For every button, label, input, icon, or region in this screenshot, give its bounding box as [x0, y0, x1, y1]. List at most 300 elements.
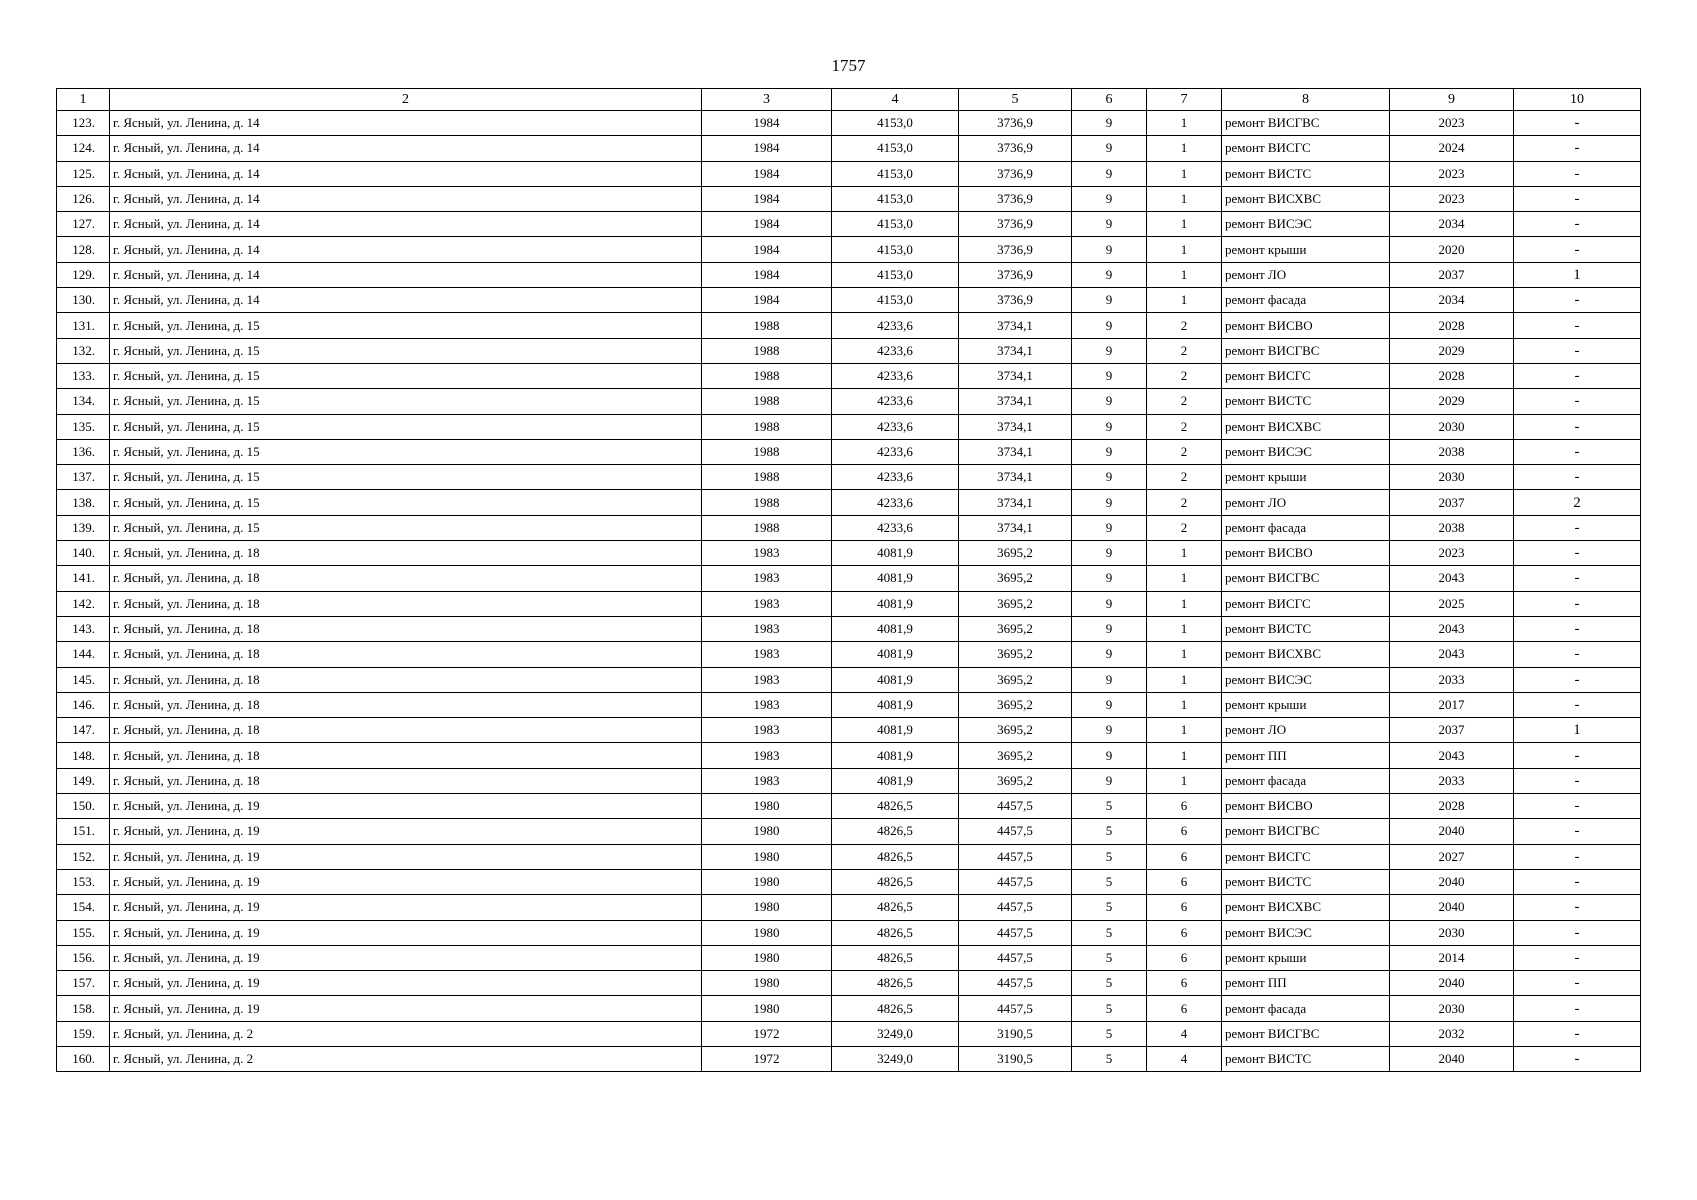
cell-address: г. Ясный, ул. Ленина, д. 14	[110, 262, 702, 287]
column-header: 10	[1514, 89, 1641, 111]
cell-work-type: ремонт ЛО	[1222, 262, 1390, 287]
cell-work-type: ремонт ВИСХВС	[1222, 414, 1390, 439]
cell-note: -	[1514, 313, 1641, 338]
cell-note: -	[1514, 869, 1641, 894]
cell-row-number: 129.	[57, 262, 110, 287]
cell-entrances: 6	[1147, 945, 1222, 970]
cell-total-area: 4153,0	[832, 288, 959, 313]
cell-work-type: ремонт ВИСЭС	[1222, 920, 1390, 945]
cell-floors: 9	[1072, 465, 1147, 490]
cell-entrances: 6	[1147, 971, 1222, 996]
cell-total-area: 4233,6	[832, 338, 959, 363]
cell-row-number: 149.	[57, 768, 110, 793]
cell-work-type: ремонт ВИСГВС	[1222, 111, 1390, 136]
cell-living-area: 3695,2	[959, 768, 1072, 793]
column-header: 1	[57, 89, 110, 111]
cell-entrances: 4	[1147, 1021, 1222, 1046]
cell-build-year: 1984	[702, 237, 832, 262]
cell-entrances: 1	[1147, 591, 1222, 616]
cell-note: -	[1514, 768, 1641, 793]
cell-entrances: 2	[1147, 338, 1222, 363]
cell-address: г. Ясный, ул. Ленина, д. 14	[110, 186, 702, 211]
table-row	[57, 1021, 1641, 1046]
cell-living-area: 4457,5	[959, 996, 1072, 1021]
cell-note: -	[1514, 363, 1641, 388]
cell-row-number: 126.	[57, 186, 110, 211]
cell-work-type: ремонт ВИСЭС	[1222, 667, 1390, 692]
cell-total-area: 4826,5	[832, 920, 959, 945]
cell-total-area: 4233,6	[832, 313, 959, 338]
cell-build-year: 1988	[702, 313, 832, 338]
cell-entrances: 2	[1147, 389, 1222, 414]
cell-address: г. Ясный, ул. Ленина, д. 19	[110, 895, 702, 920]
cell-floors: 5	[1072, 869, 1147, 894]
cell-work-type: ремонт ВИСГВС	[1222, 1021, 1390, 1046]
cell-floors: 9	[1072, 414, 1147, 439]
cell-build-year: 1983	[702, 642, 832, 667]
cell-living-area: 4457,5	[959, 869, 1072, 894]
table-row	[57, 288, 1641, 313]
cell-floors: 5	[1072, 844, 1147, 869]
cell-row-number: 123.	[57, 111, 110, 136]
cell-note: -	[1514, 895, 1641, 920]
cell-total-area: 4153,0	[832, 111, 959, 136]
cell-address: г. Ясный, ул. Ленина, д. 14	[110, 111, 702, 136]
table-row	[57, 338, 1641, 363]
cell-total-area: 4233,6	[832, 439, 959, 464]
cell-living-area: 3695,2	[959, 616, 1072, 641]
cell-note: -	[1514, 1046, 1641, 1071]
cell-build-year: 1983	[702, 566, 832, 591]
cell-row-number: 132.	[57, 338, 110, 363]
cell-floors: 9	[1072, 389, 1147, 414]
cell-build-year: 1988	[702, 515, 832, 540]
table-row	[57, 515, 1641, 540]
cell-total-area: 4153,0	[832, 212, 959, 237]
cell-plan-year: 2024	[1390, 136, 1514, 161]
cell-build-year: 1984	[702, 186, 832, 211]
cell-build-year: 1972	[702, 1046, 832, 1071]
cell-build-year: 1984	[702, 136, 832, 161]
cell-build-year: 1983	[702, 591, 832, 616]
cell-floors: 9	[1072, 161, 1147, 186]
cell-living-area: 3734,1	[959, 363, 1072, 388]
cell-work-type: ремонт ВИСТС	[1222, 389, 1390, 414]
cell-row-number: 150.	[57, 794, 110, 819]
column-header: 3	[702, 89, 832, 111]
cell-living-area: 3734,1	[959, 389, 1072, 414]
cell-entrances: 1	[1147, 768, 1222, 793]
cell-work-type: ремонт крыши	[1222, 692, 1390, 717]
cell-total-area: 4233,6	[832, 363, 959, 388]
cell-address: г. Ясный, ул. Ленина, д. 15	[110, 313, 702, 338]
cell-address: г. Ясный, ул. Ленина, д. 14	[110, 237, 702, 262]
cell-living-area: 3695,2	[959, 642, 1072, 667]
cell-total-area: 4081,9	[832, 692, 959, 717]
cell-address: г. Ясный, ул. Ленина, д. 15	[110, 414, 702, 439]
cell-total-area: 4081,9	[832, 642, 959, 667]
table-row	[57, 136, 1641, 161]
cell-row-number: 159.	[57, 1021, 110, 1046]
cell-build-year: 1984	[702, 161, 832, 186]
cell-entrances: 1	[1147, 288, 1222, 313]
cell-address: г. Ясный, ул. Ленина, д. 14	[110, 212, 702, 237]
cell-living-area: 4457,5	[959, 945, 1072, 970]
cell-total-area: 4826,5	[832, 844, 959, 869]
cell-work-type: ремонт ВИСТС	[1222, 161, 1390, 186]
cell-plan-year: 2014	[1390, 945, 1514, 970]
cell-floors: 5	[1072, 945, 1147, 970]
table-row	[57, 768, 1641, 793]
cell-floors: 9	[1072, 338, 1147, 363]
cell-plan-year: 2033	[1390, 768, 1514, 793]
cell-living-area: 3736,9	[959, 288, 1072, 313]
cell-work-type: ремонт ВИСВО	[1222, 313, 1390, 338]
cell-living-area: 3736,9	[959, 186, 1072, 211]
cell-living-area: 3695,2	[959, 591, 1072, 616]
table-row	[57, 971, 1641, 996]
cell-entrances: 2	[1147, 414, 1222, 439]
cell-entrances: 1	[1147, 136, 1222, 161]
cell-work-type: ремонт ВИСТС	[1222, 1046, 1390, 1071]
cell-build-year: 1983	[702, 718, 832, 743]
cell-living-area: 3734,1	[959, 439, 1072, 464]
cell-living-area: 3695,2	[959, 667, 1072, 692]
cell-address: г. Ясный, ул. Ленина, д. 18	[110, 718, 702, 743]
cell-note: -	[1514, 566, 1641, 591]
cell-plan-year: 2043	[1390, 566, 1514, 591]
cell-work-type: ремонт ВИСВО	[1222, 541, 1390, 566]
cell-work-type: ремонт ВИСГВС	[1222, 819, 1390, 844]
table-row	[57, 439, 1641, 464]
cell-work-type: ремонт фасада	[1222, 515, 1390, 540]
cell-note: -	[1514, 642, 1641, 667]
cell-living-area: 3190,5	[959, 1021, 1072, 1046]
cell-living-area: 3736,9	[959, 212, 1072, 237]
cell-floors: 9	[1072, 439, 1147, 464]
table-row	[57, 262, 1641, 287]
cell-row-number: 138.	[57, 490, 110, 515]
cell-build-year: 1980	[702, 996, 832, 1021]
cell-plan-year: 2030	[1390, 996, 1514, 1021]
cell-note: -	[1514, 692, 1641, 717]
cell-floors: 9	[1072, 667, 1147, 692]
cell-address: г. Ясный, ул. Ленина, д. 19	[110, 869, 702, 894]
cell-note: -	[1514, 971, 1641, 996]
cell-work-type: ремонт ЛО	[1222, 718, 1390, 743]
cell-total-area: 4826,5	[832, 869, 959, 894]
cell-address: г. Ясный, ул. Ленина, д. 18	[110, 768, 702, 793]
cell-total-area: 4826,5	[832, 945, 959, 970]
cell-total-area: 4233,6	[832, 490, 959, 515]
cell-row-number: 146.	[57, 692, 110, 717]
table-row	[57, 920, 1641, 945]
cell-plan-year: 2038	[1390, 439, 1514, 464]
cell-plan-year: 2034	[1390, 212, 1514, 237]
cell-entrances: 1	[1147, 262, 1222, 287]
cell-build-year: 1980	[702, 794, 832, 819]
cell-address: г. Ясный, ул. Ленина, д. 2	[110, 1021, 702, 1046]
cell-row-number: 148.	[57, 743, 110, 768]
cell-note: -	[1514, 667, 1641, 692]
cell-work-type: ремонт ВИСТС	[1222, 616, 1390, 641]
cell-floors: 9	[1072, 313, 1147, 338]
cell-note: -	[1514, 338, 1641, 363]
cell-entrances: 6	[1147, 996, 1222, 1021]
table-row	[57, 541, 1641, 566]
cell-note: -	[1514, 136, 1641, 161]
cell-address: г. Ясный, ул. Ленина, д. 18	[110, 692, 702, 717]
cell-plan-year: 2029	[1390, 389, 1514, 414]
cell-work-type: ремонт ЛО	[1222, 490, 1390, 515]
cell-row-number: 157.	[57, 971, 110, 996]
cell-work-type: ремонт ВИСГС	[1222, 591, 1390, 616]
cell-entrances: 1	[1147, 237, 1222, 262]
cell-build-year: 1988	[702, 490, 832, 515]
cell-work-type: ремонт ПП	[1222, 743, 1390, 768]
cell-address: г. Ясный, ул. Ленина, д. 19	[110, 794, 702, 819]
table-row	[57, 794, 1641, 819]
cell-note: -	[1514, 844, 1641, 869]
cell-total-area: 4826,5	[832, 794, 959, 819]
cell-living-area: 4457,5	[959, 794, 1072, 819]
cell-note: -	[1514, 743, 1641, 768]
cell-total-area: 3249,0	[832, 1021, 959, 1046]
cell-entrances: 1	[1147, 186, 1222, 211]
cell-living-area: 3734,1	[959, 414, 1072, 439]
cell-total-area: 4826,5	[832, 819, 959, 844]
cell-row-number: 147.	[57, 718, 110, 743]
cell-address: г. Ясный, ул. Ленина, д. 19	[110, 819, 702, 844]
table-row	[57, 161, 1641, 186]
cell-build-year: 1988	[702, 363, 832, 388]
cell-floors: 5	[1072, 794, 1147, 819]
cell-address: г. Ясный, ул. Ленина, д. 14	[110, 288, 702, 313]
cell-build-year: 1988	[702, 338, 832, 363]
cell-build-year: 1980	[702, 971, 832, 996]
cell-work-type: ремонт крыши	[1222, 237, 1390, 262]
cell-total-area: 4153,0	[832, 186, 959, 211]
cell-address: г. Ясный, ул. Ленина, д. 15	[110, 515, 702, 540]
cell-work-type: ремонт фасада	[1222, 768, 1390, 793]
cell-plan-year: 2037	[1390, 490, 1514, 515]
cell-address: г. Ясный, ул. Ленина, д. 15	[110, 465, 702, 490]
cell-total-area: 3249,0	[832, 1046, 959, 1071]
cell-note: -	[1514, 389, 1641, 414]
table-row	[57, 743, 1641, 768]
cell-row-number: 144.	[57, 642, 110, 667]
cell-address: г. Ясный, ул. Ленина, д. 14	[110, 161, 702, 186]
cell-total-area: 4826,5	[832, 996, 959, 1021]
cell-entrances: 1	[1147, 111, 1222, 136]
cell-work-type: ремонт ВИСЭС	[1222, 212, 1390, 237]
column-header: 7	[1147, 89, 1222, 111]
cell-plan-year: 2040	[1390, 819, 1514, 844]
cell-row-number: 158.	[57, 996, 110, 1021]
cell-build-year: 1984	[702, 288, 832, 313]
cell-row-number: 152.	[57, 844, 110, 869]
cell-floors: 9	[1072, 566, 1147, 591]
cell-row-number: 136.	[57, 439, 110, 464]
cell-floors: 9	[1072, 743, 1147, 768]
cell-plan-year: 2028	[1390, 363, 1514, 388]
cell-plan-year: 2030	[1390, 920, 1514, 945]
cell-plan-year: 2037	[1390, 718, 1514, 743]
cell-living-area: 3734,1	[959, 465, 1072, 490]
cell-address: г. Ясный, ул. Ленина, д. 15	[110, 439, 702, 464]
cell-note: -	[1514, 1021, 1641, 1046]
cell-note: 1	[1514, 262, 1641, 287]
cell-plan-year: 2034	[1390, 288, 1514, 313]
cell-floors: 5	[1072, 996, 1147, 1021]
cell-entrances: 1	[1147, 743, 1222, 768]
cell-living-area: 3695,2	[959, 541, 1072, 566]
cell-row-number: 137.	[57, 465, 110, 490]
cell-note: -	[1514, 465, 1641, 490]
cell-build-year: 1980	[702, 945, 832, 970]
cell-floors: 9	[1072, 515, 1147, 540]
cell-work-type: ремонт ВИСГС	[1222, 136, 1390, 161]
cell-entrances: 1	[1147, 718, 1222, 743]
cell-entrances: 6	[1147, 869, 1222, 894]
cell-note: -	[1514, 439, 1641, 464]
cell-build-year: 1983	[702, 692, 832, 717]
cell-note: -	[1514, 414, 1641, 439]
column-header: 8	[1222, 89, 1390, 111]
cell-living-area: 3736,9	[959, 237, 1072, 262]
cell-living-area: 4457,5	[959, 819, 1072, 844]
cell-build-year: 1983	[702, 541, 832, 566]
cell-living-area: 3736,9	[959, 262, 1072, 287]
cell-living-area: 4457,5	[959, 920, 1072, 945]
cell-build-year: 1980	[702, 844, 832, 869]
cell-build-year: 1980	[702, 869, 832, 894]
cell-note: -	[1514, 996, 1641, 1021]
cell-work-type: ремонт ВИСГВС	[1222, 338, 1390, 363]
cell-living-area: 4457,5	[959, 895, 1072, 920]
table-row	[57, 616, 1641, 641]
cell-floors: 9	[1072, 718, 1147, 743]
table-row	[57, 819, 1641, 844]
cell-total-area: 4233,6	[832, 389, 959, 414]
cell-plan-year: 2030	[1390, 414, 1514, 439]
cell-entrances: 1	[1147, 642, 1222, 667]
cell-total-area: 4081,9	[832, 768, 959, 793]
table-body	[57, 111, 1641, 1072]
cell-floors: 9	[1072, 262, 1147, 287]
cell-row-number: 124.	[57, 136, 110, 161]
cell-floors: 9	[1072, 541, 1147, 566]
cell-total-area: 4153,0	[832, 237, 959, 262]
cell-plan-year: 2028	[1390, 313, 1514, 338]
cell-address: г. Ясный, ул. Ленина, д. 15	[110, 363, 702, 388]
cell-note: -	[1514, 288, 1641, 313]
cell-row-number: 153.	[57, 869, 110, 894]
cell-floors: 5	[1072, 971, 1147, 996]
cell-build-year: 1984	[702, 262, 832, 287]
cell-floors: 5	[1072, 819, 1147, 844]
cell-floors: 9	[1072, 136, 1147, 161]
cell-address: г. Ясный, ул. Ленина, д. 19	[110, 996, 702, 1021]
cell-build-year: 1984	[702, 212, 832, 237]
cell-living-area: 3736,9	[959, 161, 1072, 186]
cell-total-area: 4081,9	[832, 566, 959, 591]
table-row	[57, 718, 1641, 743]
column-header: 6	[1072, 89, 1147, 111]
cell-plan-year: 2033	[1390, 667, 1514, 692]
cell-floors: 9	[1072, 616, 1147, 641]
cell-living-area: 3734,1	[959, 338, 1072, 363]
cell-floors: 5	[1072, 1046, 1147, 1071]
cell-plan-year: 2023	[1390, 161, 1514, 186]
cell-plan-year: 2043	[1390, 616, 1514, 641]
cell-build-year: 1980	[702, 895, 832, 920]
cell-entrances: 1	[1147, 667, 1222, 692]
cell-plan-year: 2020	[1390, 237, 1514, 262]
table-row	[57, 212, 1641, 237]
cell-plan-year: 2040	[1390, 1046, 1514, 1071]
cell-build-year: 1980	[702, 819, 832, 844]
cell-plan-year: 2038	[1390, 515, 1514, 540]
cell-work-type: ремонт ВИСГС	[1222, 844, 1390, 869]
cell-address: г. Ясный, ул. Ленина, д. 19	[110, 844, 702, 869]
cell-living-area: 3695,2	[959, 692, 1072, 717]
cell-total-area: 4233,6	[832, 414, 959, 439]
cell-living-area: 4457,5	[959, 971, 1072, 996]
cell-row-number: 135.	[57, 414, 110, 439]
cell-living-area: 3695,2	[959, 743, 1072, 768]
cell-floors: 9	[1072, 490, 1147, 515]
cell-row-number: 154.	[57, 895, 110, 920]
cell-address: г. Ясный, ул. Ленина, д. 14	[110, 136, 702, 161]
cell-total-area: 4081,9	[832, 667, 959, 692]
table-row	[57, 237, 1641, 262]
cell-row-number: 134.	[57, 389, 110, 414]
cell-floors: 9	[1072, 186, 1147, 211]
cell-note: -	[1514, 616, 1641, 641]
cell-row-number: 133.	[57, 363, 110, 388]
cell-total-area: 4153,0	[832, 136, 959, 161]
cell-note: -	[1514, 186, 1641, 211]
cell-build-year: 1972	[702, 1021, 832, 1046]
cell-entrances: 2	[1147, 490, 1222, 515]
cell-note: -	[1514, 920, 1641, 945]
cell-living-area: 3736,9	[959, 111, 1072, 136]
cell-note: -	[1514, 212, 1641, 237]
cell-row-number: 130.	[57, 288, 110, 313]
cell-plan-year: 2029	[1390, 338, 1514, 363]
cell-entrances: 6	[1147, 819, 1222, 844]
cell-floors: 9	[1072, 288, 1147, 313]
cell-work-type: ремонт ВИСГС	[1222, 363, 1390, 388]
cell-note: 2	[1514, 490, 1641, 515]
cell-build-year: 1984	[702, 111, 832, 136]
table-row	[57, 895, 1641, 920]
cell-note: -	[1514, 945, 1641, 970]
cell-plan-year: 2037	[1390, 262, 1514, 287]
cell-work-type: ремонт ВИСВО	[1222, 794, 1390, 819]
cell-work-type: ремонт ВИСХВС	[1222, 642, 1390, 667]
cell-address: г. Ясный, ул. Ленина, д. 18	[110, 591, 702, 616]
cell-note: -	[1514, 819, 1641, 844]
cell-address: г. Ясный, ул. Ленина, д. 18	[110, 566, 702, 591]
table-row	[57, 490, 1641, 515]
cell-living-area: 3736,9	[959, 136, 1072, 161]
table-row	[57, 313, 1641, 338]
cell-row-number: 156.	[57, 945, 110, 970]
cell-total-area: 4233,6	[832, 465, 959, 490]
table-row	[57, 465, 1641, 490]
